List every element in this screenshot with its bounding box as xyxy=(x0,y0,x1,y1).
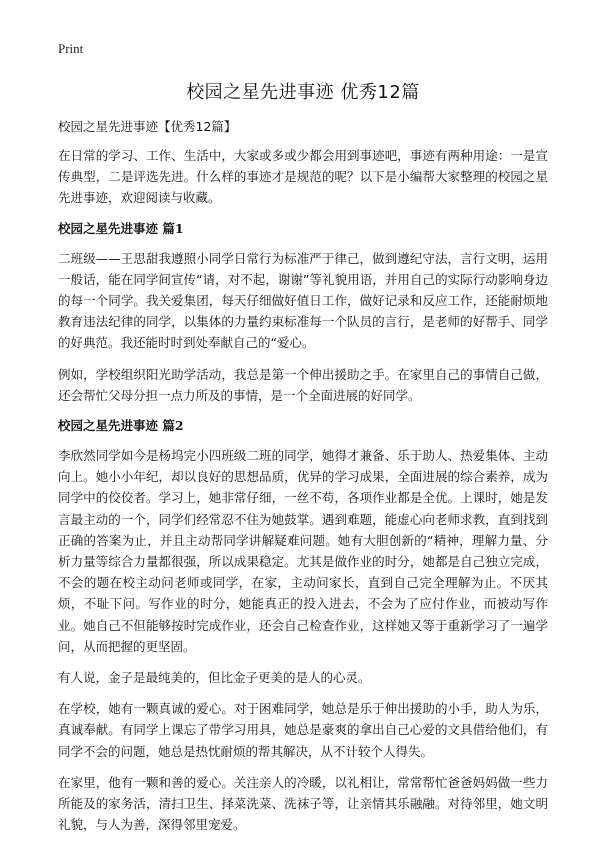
article-subtitle: 校园之星先进事迹【优秀12篇】 xyxy=(58,119,237,134)
paragraph: 李欣然同学如今是杨坞完小四班级二班的同学，她得才兼备、乐于助人、热爱集体、主动向上。她小小年纪，却以良好的思想品质，优异的学习成果，全面进展的综合素养，成为同学中的佼佼者。学习上，她非常仔细，一丝不苟，各项作业都是全优。上课时，她是发言最主动的一个，同学们经常忍不住为她鼓掌。遇到难题，能虚心向老师求教，直到找到正确的答案为止，并且主动帮同学讲解疑难问题。她有大胆创新的“精神，理解力量、分析力量等综合力量都很强，所以成果稳定。尤其是做作业的时分，她都是自己独立完成，不会的题在校主动问老师或同学，在家，主动问家长，直到自己完全理解为止。不厌其烦，不耻下问。写作业的时分，她能真正的投入进去，不会为了应付作业，而被动写作业。她自己不但能够按时完成作业，还会自己检查作业，这样她又等于重新学习了一遍学问，从而把握的更坚固。 xyxy=(58,448,548,654)
article-body xyxy=(58,117,548,845)
section-1 xyxy=(58,219,548,406)
paragraph: 例如，学校组织阳光助学活动，我总是第一个伸出援助之手。在家里自己的事情自己做，还会帮忙父母分担一点力所及的事情，是一个全面进展的好同学。 xyxy=(58,366,548,403)
page-title: 校园之星先进事迹 优秀12篇 xyxy=(186,82,420,103)
paragraph: 在学校，她有一颗真诚的爱心。对于困难同学，她总是乐于伸出援助的小手，助人为乐，真诚奉献。有同学上课忘了带学习用具，她总是豪爽的拿出自己心爱的文具借给他们，有同学不会的问题，她总是热忱耐烦的帮其解决，从不计较个人得失。 xyxy=(58,701,548,759)
paragraph: 二班级——王思甜我遵照小同学日常行为标准严于律己，做到遵纪守法，言行文明，运用一般话，能在同学间宣传“请，对不起，谢谢”等礼貌用语，并用自己的实际行动影响身边的每一个同学。我关爱集团，每天仔细做好值日工作，做好记录和反应工作，还能耐烦地教育违法纪律的同学，以集体的力量约束标准每一个队员的言行，是老师的好帮手、同学的好典范。我还能时时到处奉献自己的“爱心。 xyxy=(58,250,548,351)
section-heading: 校园之星先进事迹 篇1 xyxy=(58,220,184,236)
paragraph: 有人说，金子是最纯美的，但比金子更美的是人的心灵。 xyxy=(58,670,371,686)
intro-paragraph: 在日常的学习、工作、生活中，大家或多或少都会用到事迹吧，事迹有两种用途：一是宣传典型，二是评选先进。什么样的事迹才是规范的呢？以下是小编帮大家整理的校园之星先进事迹，欢迎阅读与收藏。 xyxy=(58,148,548,206)
paragraph: 在家里，他有一颗和善的爱心。关注亲人的冷暖，以礼相让，常常帮忙爸爸妈妈做一些力所能及的家务活，清扫卫生、择菜洗菜、洗袜子等，让亲情其乐融融。对待邻里，她文明礼貌，与人为善，深得邻里宠爱。 xyxy=(58,774,548,833)
print-link[interactable]: Print xyxy=(58,41,84,56)
section-heading: 校园之星先进事迹 篇2 xyxy=(58,418,184,434)
section-2 xyxy=(58,416,548,835)
